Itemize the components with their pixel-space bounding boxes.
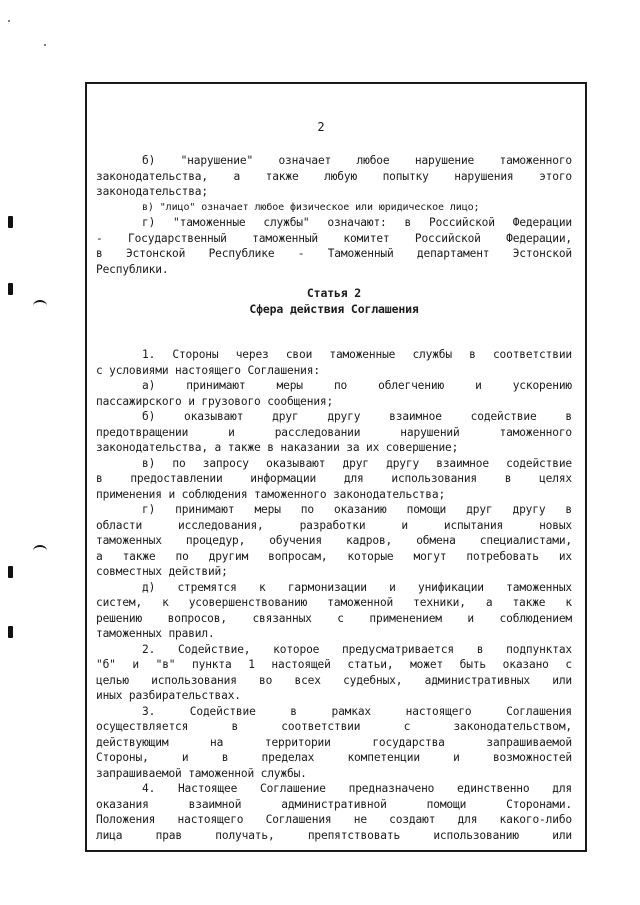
text-line: целью использования во всех судебных, административных или <box>96 673 572 687</box>
binder-mark <box>8 566 13 578</box>
text-line: 2. Содействие, которое предусматривается в подпунктах <box>142 642 572 656</box>
text-line: таможенных правил. <box>96 627 215 640</box>
binder-mark <box>8 283 13 295</box>
text-line: осуществляется в соответствии с законодательством, <box>96 720 572 733</box>
text-line: "б" и "в" пункта 1 настоящей статьи, может быть оказано с <box>96 658 572 671</box>
scan-speck <box>8 20 10 22</box>
text-line: г) принимают меры по оказанию помощи друг другу в <box>142 503 572 516</box>
article-header <box>96 286 572 317</box>
text-line: лица прав получать, препятствовать использованию или <box>96 828 572 842</box>
text-line: законодательства, а также любую попытку нарушения этого <box>96 169 572 183</box>
binder-mark <box>8 216 13 228</box>
text-line: в) "лицо" означает любое физическое или юридическое лицо; <box>142 201 480 213</box>
text-line: законодательства; <box>96 185 208 198</box>
article-body <box>96 347 572 843</box>
binder-mark <box>33 300 47 312</box>
text-line: а) принимают меры по облегчению и ускорению <box>142 379 572 392</box>
text-line: г) "таможенные службы" означают: в Российской Федерации <box>142 216 572 229</box>
text-line: в предоставлении информации для использования в целях <box>96 472 572 485</box>
text-line: 1. Стороны через свои таможенные службы в соответствии <box>142 348 572 361</box>
text-line: таможенных процедур, обучения кадров, обмена специалистами, <box>96 534 572 547</box>
text-line: д) стремятся к гармонизации и унификации таможенных <box>142 580 572 594</box>
binder-mark <box>33 545 47 557</box>
text-line: решению вопросов, связанных с применением и соблюдением <box>96 611 572 625</box>
scan-speck <box>44 44 46 46</box>
text-line: систем, к усовершенствованию таможенной техники, а также к <box>96 596 572 609</box>
text-line: Республики. <box>96 262 169 276</box>
text-line: совместных действий; <box>96 565 228 578</box>
text-line: 4. Настоящее Соглашение предназначено единственно для <box>142 782 572 795</box>
article-title: Сфера действия Соглашения <box>249 301 419 316</box>
text-line: запрашиваемой таможенной службы. <box>96 766 307 780</box>
text-line: 3. Содействие в рамках настоящего Соглашения <box>142 704 572 718</box>
text-line: в Эстонской Республике - Таможенный департамент Эстонской <box>96 247 572 260</box>
definitions-block <box>96 153 572 277</box>
text-line: иных разбирательствах. <box>96 689 241 702</box>
page-number: 2 <box>317 120 325 134</box>
text-line: с условиями настоящего Соглашения: <box>96 363 320 377</box>
text-line: в) по запросу оказывают друг другу взаимное содействие <box>142 456 572 470</box>
text-line: предотвращении и расследовании нарушений таможенного <box>96 425 572 439</box>
text-line: б) оказывают друг другу взаимное содействие в <box>142 410 572 423</box>
binder-mark <box>8 626 13 638</box>
article-number: Статья 2 <box>306 286 362 300</box>
text-line: области исследования, разработки и испытания новых <box>96 518 572 532</box>
text-line: применения и соблюдения таможенного законодательства; <box>96 487 446 501</box>
text-line: - Государственный таможенный комитет Российской Федерации, <box>96 231 572 245</box>
text-line: оказания взаимной административной помощи Сторонами. <box>96 797 572 811</box>
text-line: законодательства, а также в наказании за их совершение; <box>96 441 459 454</box>
text-line: б) "нарушение" означает любое нарушение таможенного <box>142 154 572 167</box>
text-line: а также по другим вопросам, которые могут потребовать их <box>96 549 572 563</box>
text-line: пассажирского и грузового сообщения; <box>96 394 334 408</box>
text-line: Стороны, и в пределах компетенции и возможностей <box>96 751 572 764</box>
text-line: действующим на территории государства запрашиваемой <box>96 735 572 749</box>
text-line: Положения настоящего Соглашения не создают для какого-либо <box>96 813 572 826</box>
